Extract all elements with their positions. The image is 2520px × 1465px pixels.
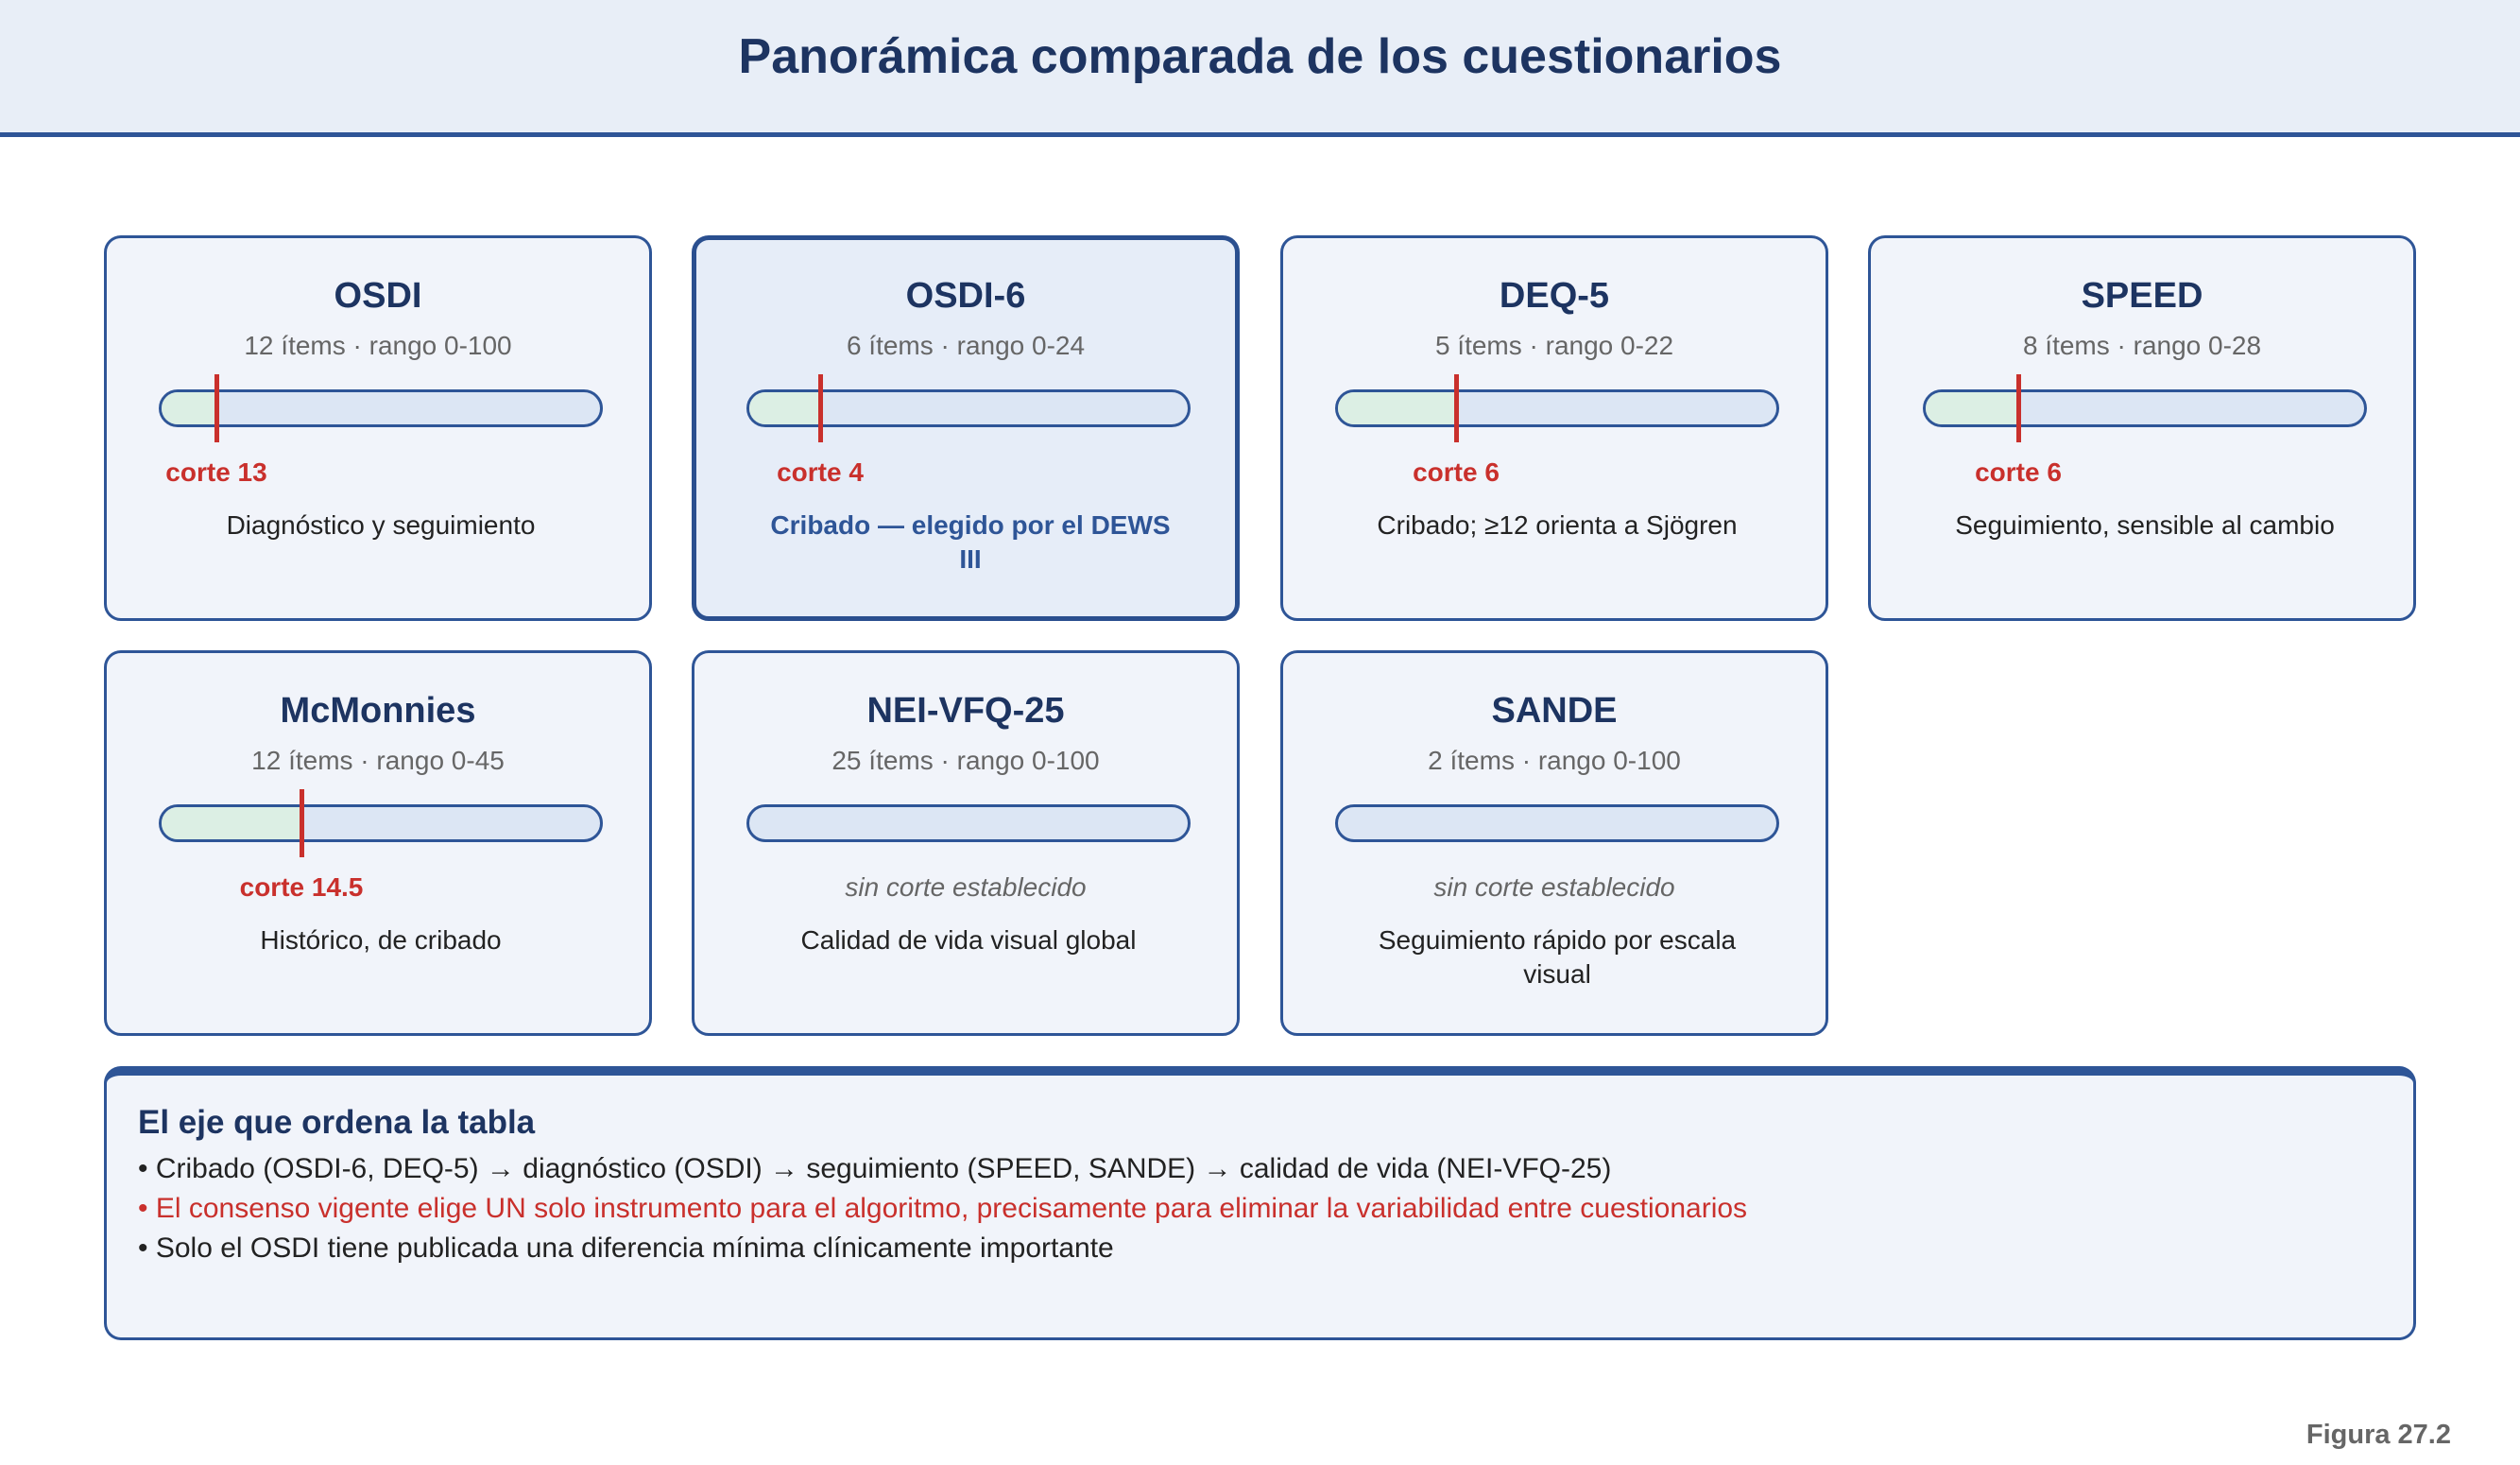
- page-title: Panorámica comparada de los cuestionarios: [738, 29, 1782, 84]
- card-subtitle: 2 ítems · rango 0-100: [1428, 746, 1681, 775]
- card-use-description: Seguimiento, sensible al cambio: [1955, 510, 2335, 540]
- summary-title: El eje que ordena la tabla: [138, 1104, 536, 1141]
- card-subtitle: 12 ítems · rango 0-45: [251, 746, 505, 775]
- card-sande: [1280, 650, 1828, 1036]
- normal-range-fill: [749, 392, 823, 424]
- card-speed: [1868, 235, 2416, 621]
- score-range-bar: [159, 389, 603, 427]
- card-nei-vfq-25: [692, 650, 1240, 1036]
- card-use-description: Cribado — elegido por el DEWS III: [770, 510, 1171, 574]
- normal-range-fill: [1338, 392, 1459, 424]
- card-subtitle: 6 ítems · rango 0-24: [846, 331, 1086, 360]
- score-range-bar: [746, 804, 1191, 842]
- card-subtitle: 25 ítems · rango 0-100: [831, 746, 1100, 775]
- card-deq-5: [1280, 235, 1828, 621]
- no-cutoff-label: sin corte establecido: [1433, 872, 1675, 902]
- cutoff-marker: [2016, 374, 2021, 442]
- cutoff-label: corte 14.5: [239, 872, 364, 902]
- cutoff-label: corte 6: [1413, 457, 1500, 487]
- card-title: OSDI: [334, 276, 422, 316]
- summary-bullet-2: • El consenso vigente elige UN solo instrumento para el algoritmo, precisamente para eliminar la variabilidad entre cuestionarios: [138, 1193, 1748, 1224]
- card-subtitle: 8 ítems · rango 0-28: [2022, 331, 2262, 360]
- card-title: OSDI-6: [905, 276, 1026, 316]
- score-range-bar: [1335, 804, 1779, 842]
- card-osdi: [104, 235, 652, 621]
- score-range-bar: [159, 804, 603, 842]
- card-subtitle: 5 ítems · rango 0-22: [1434, 331, 1674, 360]
- normal-range-fill: [162, 807, 304, 839]
- card-use-description: Cribado; ≥12 orienta a Sjögren: [1377, 510, 1738, 540]
- card-use-description: Calidad de vida visual global: [800, 925, 1137, 955]
- normal-range-fill: [1926, 392, 2021, 424]
- card-title: SANDE: [1491, 691, 1618, 731]
- cutoff-marker: [1454, 374, 1459, 442]
- cutoff-marker: [818, 374, 823, 442]
- cutoff-marker: [300, 789, 304, 857]
- normal-range-fill: [162, 392, 219, 424]
- no-cutoff-label: sin corte establecido: [845, 872, 1087, 902]
- summary-bullet-1: • Cribado (OSDI-6, DEQ-5) → diagnóstico (OSDI) → seguimiento (SPEED, SANDE) → calidad de vida (NEI-VFQ-25): [138, 1153, 1612, 1184]
- cutoff-label: corte 13: [165, 457, 267, 487]
- score-range-bar: [746, 389, 1191, 427]
- summary-box: [104, 1066, 2416, 1340]
- summary-bullet-3: • Solo el OSDI tiene publicada una diferencia mínima clínicamente importante: [138, 1232, 1114, 1264]
- card-title: NEI-VFQ-25: [866, 691, 1065, 731]
- card-use-description: Diagnóstico y seguimiento: [226, 510, 536, 540]
- cutoff-label: corte 4: [777, 457, 864, 487]
- card-title: DEQ-5: [1499, 276, 1610, 316]
- card-title: SPEED: [2081, 276, 2203, 316]
- score-range-bar: [1923, 389, 2367, 427]
- card-subtitle: 12 ítems · rango 0-100: [244, 331, 512, 360]
- cutoff-label: corte 6: [1975, 457, 2062, 487]
- score-range-bar: [1335, 389, 1779, 427]
- card-osdi-6: [692, 235, 1240, 621]
- figure-label: Figura 27.2: [2306, 1420, 2451, 1450]
- card-use-description: Seguimiento rápido por escala visual: [1378, 925, 1737, 989]
- card-use-description: Histórico, de cribado: [260, 925, 502, 955]
- card-title: McMonnies: [280, 691, 476, 731]
- header-banner: [0, 0, 2520, 137]
- cutoff-marker: [214, 374, 219, 442]
- card-mcmonnies: [104, 650, 652, 1036]
